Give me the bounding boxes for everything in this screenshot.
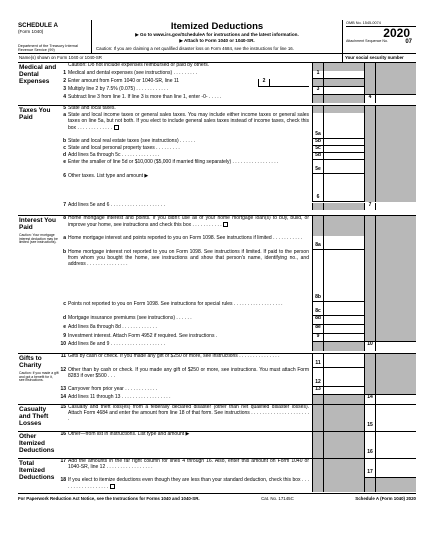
schedule-a-form bbox=[18, 20, 416, 501]
section-taxes: Taxes You Paid 5 State and local taxes. a State and local income taxes or general sales taxes. You may include either income taxes or general sales taxes on line 5a, but not both. If you elect to include general sales taxes instead of income taxes, check this box . . . . . . . . . . . . . 5a b State and local real estate taxes (see instructions) . . . . . . 5b c State and local personal property taxes . . . . . . . . . 5c d Add lines 5a through 5c . . . . . . . . . . . . . . 5d e Enter the smaller of line 5d or $10,000 ($5,000 if married filing separately) . . . . . . . . . . . . . . . . . 5e 6 Other taxes. List type and amount ▶ 6 7 Add lines 5e and 6 . . . . . . . . . . . . . . . . . . . . 7 bbox=[18, 106, 416, 216]
line-5e-amount[interactable] bbox=[323, 160, 364, 174]
line-11-text: Gifts by cash or check. If you made any gift of $250 or more, see instructions . . . . . . . . . . . . . . . bbox=[68, 353, 280, 359]
line-3-text: Multiply line 2 by 7.5% (0.075) . . . . . . . . . . . . bbox=[68, 86, 169, 92]
line-6-text: Other taxes. List type and amount ▶ bbox=[68, 173, 149, 179]
section-title-taxes: Taxes You Paid bbox=[19, 107, 51, 121]
line-15-amount[interactable] bbox=[375, 405, 416, 431]
line-5c-amount[interactable] bbox=[323, 146, 364, 153]
title-block bbox=[92, 20, 342, 53]
form-header bbox=[18, 20, 416, 54]
line-5d-amount[interactable] bbox=[323, 153, 364, 160]
interest-caution: Caution: Your mortgage interest deduction may be limited (see instructions). bbox=[19, 232, 58, 245]
line-8a-amount[interactable] bbox=[323, 236, 364, 250]
line-5e-text: Enter the smaller of line 5d or $10,000 ($5,000 if married filing separately) . . . . . . . . . . . . . . . . . bbox=[68, 159, 279, 165]
line-1-text: Medical and dental expenses (see instructions) . . . . . . . . . bbox=[68, 70, 198, 76]
line-5b-text: State and local real estate taxes (see instructions) . . . . . . bbox=[68, 138, 196, 144]
catalog-number: Cat. No. 17145C bbox=[261, 496, 294, 501]
line-9-amount[interactable] bbox=[323, 334, 364, 342]
medical-caution: Caution: Do not include expenses reimbursed or paid by others. bbox=[68, 62, 210, 68]
section-medical: Medical and Dental Expenses Caution: Do not include expenses reimbursed or paid by others. 1 Medical and dental expenses (see instructions) . . . . . . . . . 1 2 Enter amount from Form 1040 or 1040-SR, line 11 2 3 Multiply line 2 by 7.5% (0.075) . . . . . . . . . . . . 3 4 Subtract line 3 from line 1. If line 3 is more than line 1, enter -0- . . . . . 4 bbox=[18, 63, 416, 106]
line-5b-amount[interactable] bbox=[323, 139, 364, 146]
line-3-amount[interactable] bbox=[323, 87, 364, 95]
line-16-amount[interactable] bbox=[375, 432, 416, 458]
line-2-amount[interactable] bbox=[269, 79, 309, 87]
line-17-text: Add the amounts in the far right column for lines 4 through 16. Also, enter this amount on Form 1040 or 1040-SR, line 12 . . . . . . . . . . . . . . . . . bbox=[68, 458, 309, 470]
line-14-text: Add lines 11 through 13 . . . . . . . . . . . . . . . . . . bbox=[68, 394, 171, 400]
form-footer bbox=[18, 494, 416, 501]
line-8b-amount[interactable] bbox=[323, 250, 364, 302]
line-15-text: Casualty and theft loss(es) from a federally declared disaster (other than net qualified disaster losses). Attach Form 4684 and enter the amount from line 18 of that form. See instructions . . . . . . . . . . . . . . . . . . . . . . bbox=[68, 404, 309, 422]
line-5-text: State and local taxes. bbox=[68, 105, 116, 111]
form-name: SCHEDULE A bbox=[18, 22, 58, 29]
line-18-text: If you elect to itemize deductions even though they are less than your standard deduction, check this box . . . . . . . . . . . . . . . . . . bbox=[68, 477, 309, 490]
line-2-text: Enter amount from Form 1040 or 1040-SR, line 11 bbox=[68, 78, 180, 84]
line-8e-text: Add lines 8a through 8d . . . . . . . . . . . . . bbox=[68, 324, 157, 330]
line-11-amount[interactable] bbox=[323, 354, 364, 368]
line-4-text: Subtract line 3 from line 1. If line 3 is more than line 1, enter -0- . . . . . bbox=[68, 94, 222, 100]
form-title: Itemized Deductions bbox=[170, 21, 264, 32]
line-10-amount[interactable] bbox=[375, 342, 416, 351]
section-casualty: Casualty and Theft Losses 15 Casualty and theft loss(es) from a federally declared disaster (other than net qualified disaster losses). Attach Form 4684 and enter the amount from line 18 of that form. See instructions . . . . . . . . . . . . . . . . . . . . . . 15 bbox=[18, 405, 416, 432]
gifts-caution: Caution: If you made a gift and got a benefit for it, see instructions. bbox=[19, 370, 59, 383]
section-other: Other Itemized Deductions 16 Other—from list in instructions. List type and amount ▶ 16 bbox=[18, 432, 416, 459]
line-10-text: Add lines 8e and 9 . . . . . . . . . . . . . . . . . . . . bbox=[68, 341, 165, 347]
omb-number: OMB No. 1545-0074 bbox=[346, 21, 416, 27]
section-gifts: Gifts to Charity Caution: If you made a gift and got a benefit for it, see instructions. 11 Gifts by cash or check. If you made any gift of $250 or more, see instructions . . . . . . . . . . . . . . . 11 12 Other than by cash or check. If you made any gift of $250 or more, see instructions. You must attach Form 8283 if over $500 . . . 12 13 Carryover from prior year . . . . . . . . . . . . 13 14 Add lines 11 through 13 . . . . . . . . . . . . . . . . . . 14 bbox=[18, 354, 416, 405]
line-9-text: Investment interest. Attach Form 4952 if required. See instructions . bbox=[68, 333, 218, 339]
section-title-gifts: Gifts to Charity bbox=[19, 355, 42, 369]
line-8a-text: Home mortgage interest and points reported to you on Form 1098. See instructions if limited . . . . . . . . . . . bbox=[68, 235, 303, 241]
line-6-amount[interactable] bbox=[323, 174, 364, 202]
form-id-block bbox=[18, 20, 92, 53]
line-12-amount[interactable] bbox=[323, 368, 364, 387]
line-8c-amount[interactable] bbox=[323, 302, 364, 316]
attachment-seq bbox=[346, 39, 416, 46]
line-13-amount[interactable] bbox=[323, 387, 364, 395]
mortgage-use-checkbox[interactable] bbox=[223, 222, 228, 227]
section-interest: Interest You Paid Caution: Your mortgage interest deduction may be limited (see instructions). 8 Home mortgage interest and points. If you didn't use all of your home mortgage loan(s) to buy, build, or improve your home, see instructions and check this box . . . . . . . . . . . a Home mortgage interest and points reported to you on Form 1098. See instructions if limited . . . . . . . . . . . 8a b Home mortgage interest not reported to you on Form 1098. See instructions if limited. If paid to the person from whom you bought the home, see instructions and show that person's name, identifying no., and address . . . . . . . . . . . . . . . 8b c Points not reported to you on Form 1098. See instructions for special rules . . . . . . . . . . . . . . . . . . 8c d Mortgage insurance premiums (see instructions) . . . . . . 8d e Add lines 8a through 8d . . . . . . . . . . . . . 8e 9 Investment interest. Attach Form 4952 if required. See instructions . 9 10 Add lines 8e and 9 . . . . . . . . . . . . . . . . . . . . 10 bbox=[18, 216, 416, 354]
line-8d-amount[interactable] bbox=[323, 316, 364, 325]
line-14-amount[interactable] bbox=[375, 395, 416, 404]
line-5a-amount[interactable] bbox=[323, 113, 364, 139]
instructions-line: ▶ Go to www.irs.gov/ScheduleA for instructions and the latest information. bbox=[135, 32, 299, 38]
line-5d-text: Add lines 5a through 5c . . . . . . . . . . . . . . bbox=[68, 152, 160, 158]
line-8b-text: Home mortgage interest not reported to you on Form 1098. See instructions if limited. If paid to the person from whom you bought the home, see instructions and show that person's name, identifying no., and address . . . . . . . . . . . . . . . bbox=[68, 249, 309, 267]
name-field[interactable]: Name(s) shown on Form 1040 or 1040-SR bbox=[19, 55, 102, 60]
line-13-text: Carryover from prior year . . . . . . . . . . . . bbox=[68, 386, 158, 392]
elect-itemize-checkbox[interactable] bbox=[110, 484, 115, 489]
department: Department of the Treasury Internal Revenue Service (99) bbox=[18, 43, 78, 53]
line-17-amount[interactable] bbox=[375, 459, 416, 478]
section-title-medical: Medical and Dental Expenses bbox=[19, 64, 57, 85]
ssn-field[interactable]: Your social security number bbox=[342, 54, 416, 62]
footer-form-id: Schedule A (Form 1040) 2020 bbox=[355, 496, 416, 501]
line-8c-text: Points not reported to you on Form 1098. See instructions for special rules . . . . . . . . . . . . . . . . . . bbox=[68, 301, 283, 307]
form-sub: (Form 1040) bbox=[18, 29, 44, 35]
section-title-casualty: Casualty and Theft Losses bbox=[19, 406, 49, 427]
line-8d-text: Mortgage insurance premiums (see instructions) . . . . . . bbox=[68, 315, 192, 321]
section-title-interest: Interest You Paid bbox=[19, 217, 56, 231]
general-sales-tax-checkbox[interactable] bbox=[114, 125, 119, 130]
line-12-text: Other than by cash or check. If you made any gift of $250 or more, see instructions. You must attach Form 8283 if over $500 . . . bbox=[68, 367, 309, 379]
line-16-text: Other—from list in instructions. List type and amount ▶ bbox=[68, 431, 190, 437]
section-title-total: Total Itemized Deductions bbox=[19, 460, 55, 481]
attachment-label: Attachment Sequence No. bbox=[346, 39, 388, 44]
line-5a-text: State and local income taxes or general sales taxes. You may include either income taxes or general sales taxes on line 5a, but not both. If you elect to include general sales taxes instead of income taxes, check this box . . . . . . . . . . . . . bbox=[68, 112, 309, 131]
section-title-other: Other Itemized Deductions bbox=[19, 433, 55, 454]
attach-line: ▶ Attach to Form 1040 or 1040-SR. bbox=[179, 37, 255, 43]
tax-year: 2020 bbox=[383, 26, 410, 41]
omb-block bbox=[342, 20, 416, 53]
header-caution: Caution: If you are claiming a net qualified disaster loss on Form 4684, see the instructions for line 16. bbox=[96, 46, 294, 52]
sequence-number: 07 bbox=[405, 39, 412, 46]
line-7-text: Add lines 5e and 6 . . . . . . . . . . . . . . . . . . . . bbox=[68, 202, 165, 208]
line-8e-amount[interactable] bbox=[323, 325, 364, 334]
line-1-amount[interactable] bbox=[323, 71, 364, 79]
line-4-amount[interactable] bbox=[375, 95, 416, 103]
paperwork-notice: For Paperwork Reduction Act Notice, see the Instructions for Forms 1040 and 1040-SR. bbox=[18, 496, 200, 501]
line-7-amount[interactable] bbox=[375, 203, 416, 210]
line-8-text: Home mortgage interest and points. If you didn't use all of your home mortgage loan(s) to buy, build, or improve your home, see instructions and check this box . . . . . . . . . . . bbox=[68, 215, 309, 228]
line-5c-text: State and local personal property taxes . . . . . . . . . bbox=[68, 145, 180, 151]
section-total: Total Itemized Deductions 17 Add the amounts in the far right column for lines 4 through 16. Also, enter this amount on Form 1040 or 1040-SR, line 12 . . . . . . . . . . . . . . . . . 17 18 If you elect to itemize deductions even though they are less than your standard deduction, check this box . . . . . . . . . . . . . . . . . . bbox=[18, 459, 416, 494]
